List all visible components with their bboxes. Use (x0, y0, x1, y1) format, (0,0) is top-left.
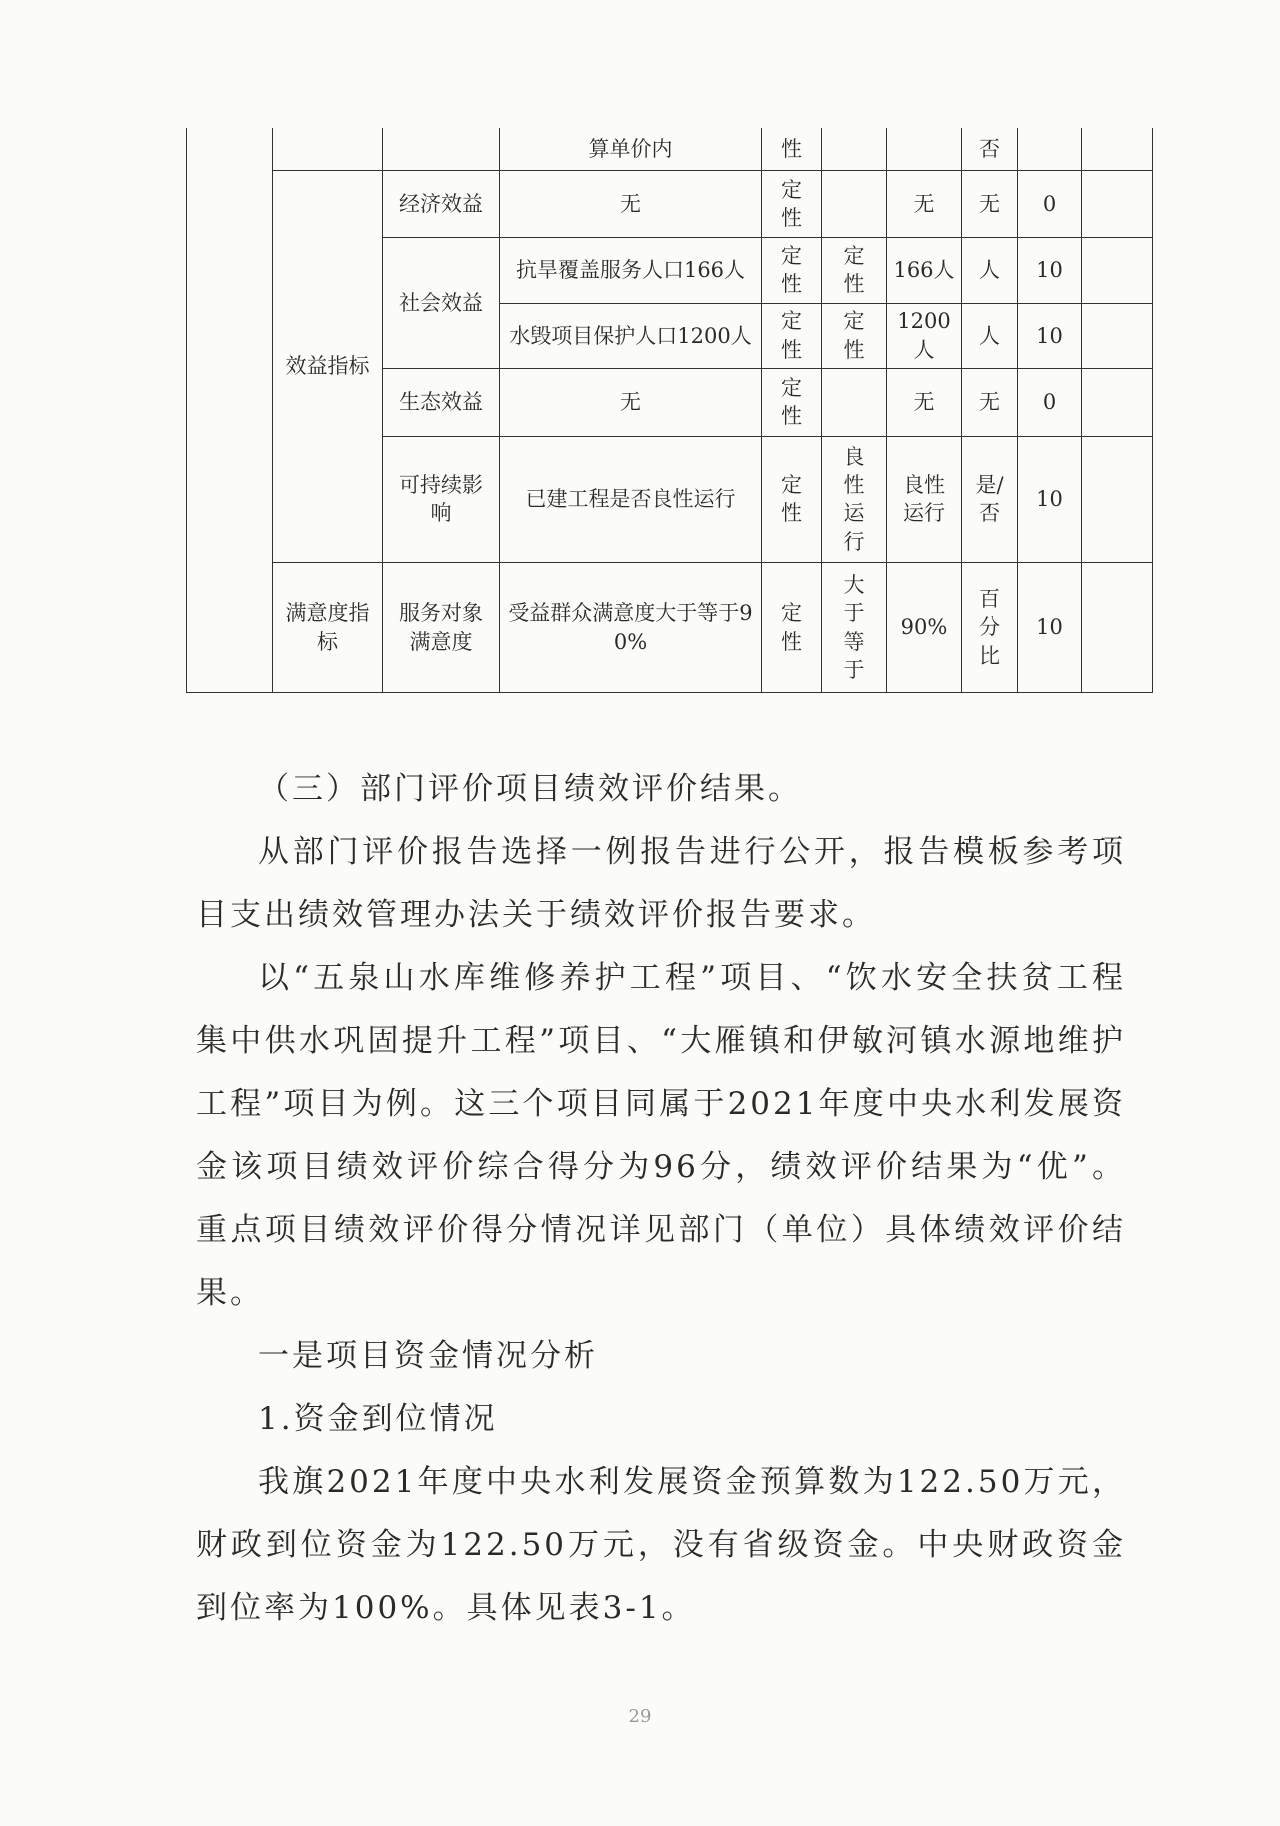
subcategory-cell: 可持续影响 (383, 436, 500, 563)
target-cell: 大于等于 (822, 563, 887, 693)
indicator-cell: 水毁项目保护人口1200人 (500, 303, 762, 368)
target-cell (822, 170, 887, 238)
indicator-cell: 已建工程是否良性运行 (500, 436, 762, 563)
table-cell-blank (1082, 436, 1153, 563)
table-cell-blank (887, 128, 962, 170)
score-cell: 0 (1018, 369, 1082, 437)
nature-cell: 性 (762, 128, 822, 170)
nature-cell: 定性 (762, 238, 822, 303)
table-cell-blank (1082, 238, 1153, 303)
table-row (187, 563, 1153, 693)
actual-cell: 良性运行 (887, 436, 962, 563)
indicator-cell: 受益群众满意度大于等于90% (500, 563, 762, 693)
nature-cell: 定性 (762, 303, 822, 368)
nature-cell: 定性 (762, 170, 822, 238)
table-row (187, 170, 1153, 238)
subsection-heading: 一是项目资金情况分析 (258, 1338, 598, 1374)
indicator-cell: 抗旱覆盖服务人口166人 (500, 238, 762, 303)
score-cell: 10 (1018, 303, 1082, 368)
unit-cell: 无 (962, 170, 1018, 238)
table-cell-blank (1082, 303, 1153, 368)
unit-cell: 人 (962, 303, 1018, 368)
subcategory-cell: 生态效益 (383, 369, 500, 437)
unit-cell: 百分比 (962, 563, 1018, 693)
unit-cell: 人 (962, 238, 1018, 303)
table-row (187, 128, 1153, 170)
score-cell: 10 (1018, 238, 1082, 303)
document-body (196, 758, 1126, 1640)
nature-cell: 定性 (762, 563, 822, 693)
table-cell-blank (1082, 369, 1153, 437)
actual-cell: 无 (887, 369, 962, 437)
target-cell (822, 369, 887, 437)
category-cell: 效益指标 (273, 170, 383, 562)
target-cell: 定性 (822, 303, 887, 368)
table-cell-blank (383, 128, 500, 170)
subcategory-cell: 服务对象满意度 (383, 563, 500, 693)
actual-cell: 166人 (887, 238, 962, 303)
actual-cell: 90% (887, 563, 962, 693)
subsection-heading: 1.资金到位情况 (258, 1401, 498, 1437)
table-cell-blank (273, 128, 383, 170)
unit-cell: 否 (962, 128, 1018, 170)
table-cell-blank (1082, 170, 1153, 238)
category-cell: 满意度指标 (273, 563, 383, 693)
subcategory-cell: 社会效益 (383, 238, 500, 369)
subcategory-cell: 经济效益 (383, 170, 500, 238)
indicator-cell: 无 (500, 369, 762, 437)
table-cell-blank (822, 128, 887, 170)
page-number: 29 (628, 1706, 652, 1727)
nature-cell: 定性 (762, 369, 822, 437)
actual-cell: 无 (887, 170, 962, 238)
indicator-cell: 无 (500, 170, 762, 238)
score-cell: 10 (1018, 563, 1082, 693)
target-cell: 良性运行 (822, 436, 887, 563)
table-cell-blank (1082, 563, 1153, 693)
unit-cell: 无 (962, 369, 1018, 437)
performance-indicator-table (186, 128, 1153, 693)
nature-cell: 定性 (762, 436, 822, 563)
score-cell: 0 (1018, 170, 1082, 238)
paragraph: 我旗2021年度中央水利发展资金预算数为122.50万元，财政到位资金为122.50万元，没有省级资金。中央财政资金到位率为100%。具体见表3-1。 (196, 1464, 1126, 1626)
unit-cell: 是/否 (962, 436, 1018, 563)
table-cell-blank (1082, 128, 1153, 170)
table-cell-blank (1018, 128, 1082, 170)
target-cell: 定性 (822, 238, 887, 303)
paragraph: 从部门评价报告选择一例报告进行公开，报告模板参考项目支出绩效管理办法关于绩效评价报告要求。 (196, 834, 1126, 933)
section-heading: （三）部门评价项目绩效评价结果。 (258, 771, 802, 807)
actual-cell: 1200人 (887, 303, 962, 368)
paragraph: 以“五泉山水库维修养护工程”项目、“饮水安全扶贫工程集中供水巩固提升工程”项目、“大雁镇和伊敏河镇水源地维护工程”项目为例。这三个项目同属于2021年度中央水利发展资金该项目绩效评价综合得分为96分，绩效评价结果为“优”。重点项目绩效评价得分情况详见部门（单位）具体绩效评价结果。 (196, 960, 1126, 1311)
indicator-cell: 算单价内 (500, 128, 762, 170)
score-cell: 10 (1018, 436, 1082, 563)
table-cell-blank (187, 128, 273, 693)
